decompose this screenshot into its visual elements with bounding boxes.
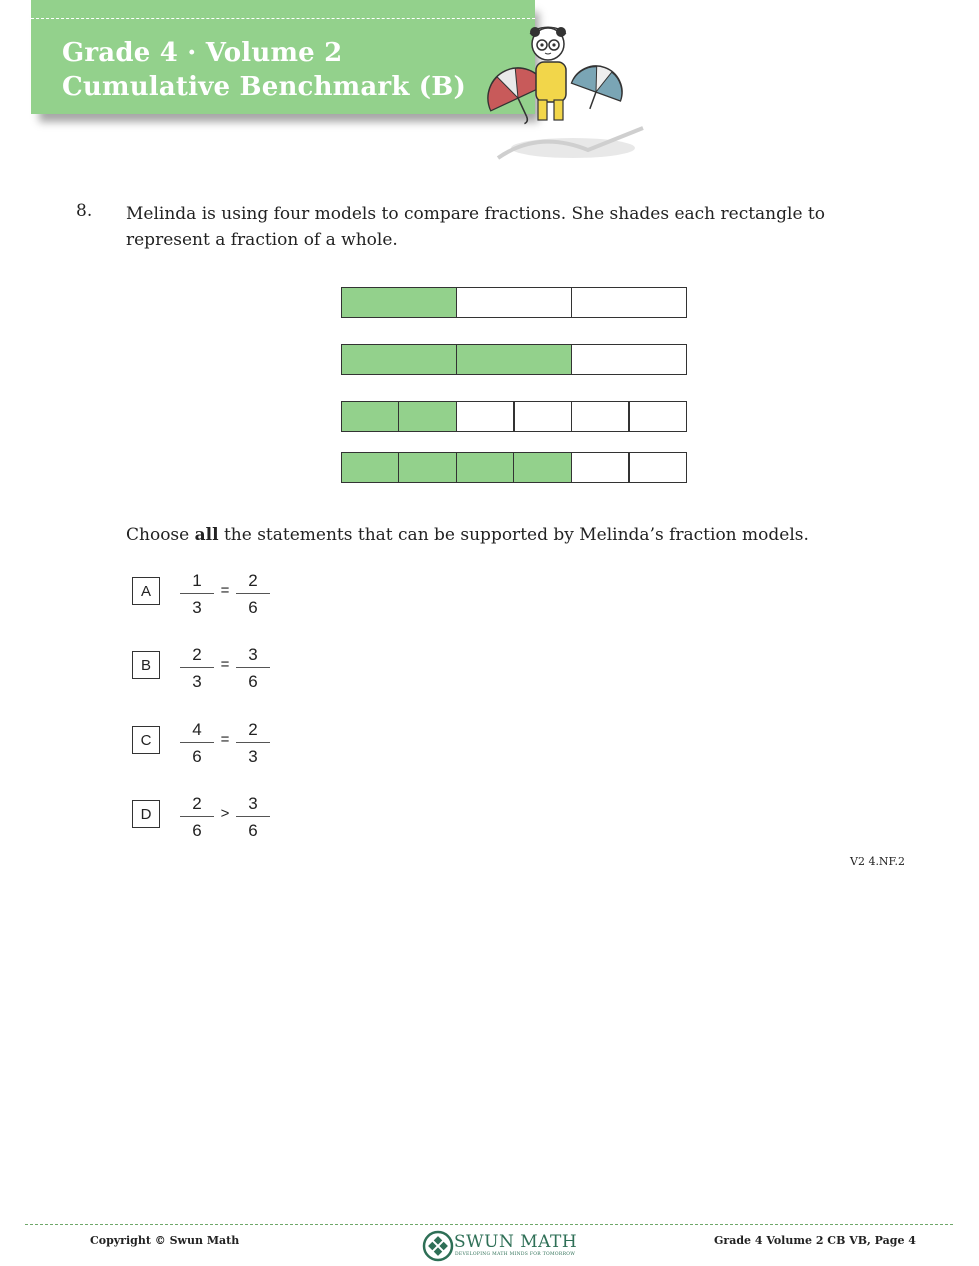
prompt-after: the statements that can be supported by Melinda’s fraction models. <box>218 525 809 545</box>
footer-copyright: Copyright © Swun Math <box>90 1234 240 1247</box>
unshaded-part <box>456 401 515 432</box>
option-b-right-fraction <box>236 643 270 694</box>
numerator: 3 <box>236 792 270 817</box>
shaded-part <box>513 452 572 483</box>
denominator: 3 <box>192 598 202 617</box>
fraction-model-1 <box>341 287 687 318</box>
shaded-part <box>398 452 457 483</box>
question-prompt <box>126 525 809 545</box>
standard-code: V2 4.NF.2 <box>850 855 905 868</box>
option-a-operator: = <box>220 582 230 599</box>
prompt-bold: all <box>194 525 219 545</box>
title-line-1: Grade 4 · Volume 2 <box>62 38 343 68</box>
option-d-operator: > <box>220 805 230 822</box>
fraction-model-4 <box>341 452 687 483</box>
question-text: Melinda is using four models to compare fractions. She shades each rectangle to represent a fraction of a whole. <box>126 204 825 250</box>
fraction-model-2 <box>341 344 687 375</box>
logo-name: SWUN MATH <box>454 1232 578 1252</box>
unshaded-part <box>571 344 687 375</box>
logo-tagline: DEVELOPING MATH MINDS FOR TOMORROW <box>455 1252 576 1257</box>
option-c[interactable] <box>132 718 332 778</box>
option-c-checkbox[interactable]: C <box>132 726 160 754</box>
denominator: 6 <box>248 672 258 691</box>
unshaded-part <box>628 452 687 483</box>
unshaded-part <box>571 287 687 318</box>
denominator: 3 <box>192 672 202 691</box>
fraction-model-3 <box>341 401 687 432</box>
footer-divider <box>25 1224 953 1225</box>
option-b[interactable] <box>132 643 332 703</box>
numerator: 4 <box>180 718 214 743</box>
banner-dashed-line <box>31 18 535 19</box>
unshaded-part <box>513 401 572 432</box>
question-number: 8. <box>76 201 93 221</box>
shaded-part <box>341 287 457 318</box>
footer-page-label: Grade 4 Volume 2 CB VB, Page 4 <box>714 1234 916 1247</box>
option-a-checkbox[interactable]: A <box>132 577 160 605</box>
option-a[interactable] <box>132 569 332 629</box>
title-line-2: Cumulative Benchmark (B) <box>62 72 466 102</box>
denominator: 6 <box>248 598 258 617</box>
shaded-part <box>341 452 400 483</box>
option-d-right-fraction <box>236 792 270 843</box>
denominator: 6 <box>192 747 202 766</box>
option-b-left-fraction <box>180 643 214 694</box>
denominator: 6 <box>192 821 202 840</box>
numerator: 2 <box>180 792 214 817</box>
option-a-left-fraction <box>180 569 214 620</box>
page-title <box>62 36 466 104</box>
unshaded-part <box>571 452 630 483</box>
unshaded-part <box>628 401 687 432</box>
option-c-left-fraction <box>180 718 214 769</box>
prompt-before: Choose <box>126 525 195 545</box>
panda-mascot-illustration <box>478 20 650 170</box>
shaded-part <box>456 452 515 483</box>
shaded-part <box>456 344 572 375</box>
numerator: 2 <box>180 643 214 668</box>
option-c-operator: = <box>220 731 230 748</box>
unshaded-part <box>456 287 572 318</box>
numerator: 2 <box>236 718 270 743</box>
shaded-part <box>398 401 457 432</box>
denominator: 6 <box>248 821 258 840</box>
option-d-left-fraction <box>180 792 214 843</box>
numerator: 1 <box>180 569 214 594</box>
option-a-right-fraction <box>236 569 270 620</box>
option-d-checkbox[interactable]: D <box>132 800 160 828</box>
denominator: 3 <box>248 747 258 766</box>
option-b-operator: = <box>220 656 230 673</box>
unshaded-part <box>571 401 630 432</box>
option-c-right-fraction <box>236 718 270 769</box>
option-d[interactable] <box>132 792 332 852</box>
numerator: 3 <box>236 643 270 668</box>
shaded-part <box>341 344 457 375</box>
shaded-part <box>341 401 400 432</box>
option-b-checkbox[interactable]: B <box>132 651 160 679</box>
numerator: 2 <box>236 569 270 594</box>
